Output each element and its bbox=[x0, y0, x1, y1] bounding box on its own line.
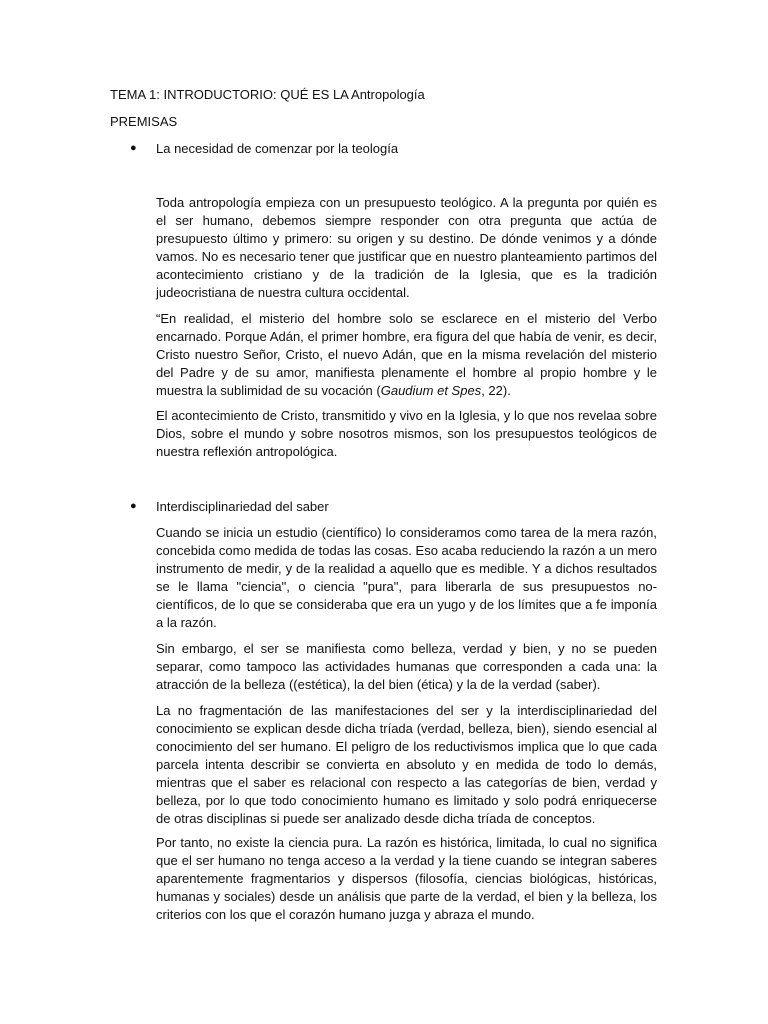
bullet-item-2 bbox=[130, 498, 329, 515]
paragraph-text: Por tanto, no existe la ciencia pura. La razón es histórica, limitada, lo cual no significa que el ser humano no tenga acceso a la verdad y la tiene cuando se integran saberes aparentemente fragmentarios y dispersos (filosofía, ciencias biológicas, históricas, humanas y sociales) desde un análisis que parte de la verdad, el bien y la belleza, los criterios con los que el corazón humano juzga y abraza el mundo. bbox=[156, 835, 657, 922]
bullet-heading: Interdisciplinariedad del saber bbox=[156, 499, 329, 514]
citation-tail: , 22). bbox=[481, 383, 511, 398]
paragraph bbox=[156, 194, 657, 302]
section-heading: PREMISAS bbox=[110, 114, 178, 129]
quote-paragraph bbox=[156, 310, 657, 400]
quote-text bbox=[156, 310, 657, 400]
quote-body: “En realidad, el misterio del hombre solo se esclarece en el misterio del Verbo encarnado. Porque Adán, el primer hombre, era figura del que había de venir, es decir, Cristo nuestro Señor, Cristo, el nuevo Adán, que en la misma revelación del misterio del Padre y de su amor, manifiesta plenamente el hombre al propio hombre y le muestra la sublimidad de su vocación ( bbox=[156, 311, 657, 398]
paragraph bbox=[156, 640, 657, 694]
bullet-icon: ● bbox=[130, 142, 137, 154]
bullet-icon: ● bbox=[130, 500, 137, 512]
document-title: TEMA 1: INTRODUCTORIO: QUÉ ES LA Antropología bbox=[110, 87, 425, 102]
paragraph-text: Cuando se inicia un estudio (científico) lo consideramos como tarea de la mera razón, concebida como medida de todas las cosas. Eso acaba reduciendo la razón a un mero instrumento de medir, y de la realidad a aquello que es medible. Y a dichos resultados se le llama "ciencia", o ciencia "pura", para liberarla de sus presupuestos no-científicos, de lo que se consideraba que era un yugo y de los límites que a fe imponía a la razón. bbox=[156, 525, 657, 630]
paragraph-text: El acontecimiento de Cristo, transmitido y vivo en la Iglesia, y lo que nos revelaa sobre Dios, sobre el mundo y sobre nosotros mismos, son los presupuestos teológicos de nuestra reflexión antropológica. bbox=[156, 408, 657, 459]
paragraph bbox=[156, 524, 657, 632]
bullet-heading: La necesidad de comenzar por la teología bbox=[156, 141, 399, 156]
bullet-item-1 bbox=[130, 140, 398, 157]
paragraph-text: Toda antropología empieza con un presupuesto teológico. A la pregunta por quién es el ser humano, debemos siempre responder con otra pregunta que actúa de presupuesto último y primero: su origen y su destino. De dónde venimos y a dónde vamos. No es necesario tener que justificar que en nuestro planteamiento partimos del acontecimiento cristiano y de la tradición de la Iglesia, que es la tradición judeocristiana de nuestra cultura occidental. bbox=[156, 195, 657, 300]
paragraph bbox=[156, 834, 657, 924]
paragraph-text: Sin embargo, el ser se manifiesta como belleza, verdad y bien, y no se pueden separar, como tampoco las actividades humanas que corresponden a cada una: la atracción de la belleza ((estética), la del bien (ética) y la de la verdad (saber). bbox=[156, 641, 657, 692]
paragraph-text: La no fragmentación de las manifestaciones del ser y la interdisciplinariedad del conocimiento se explican desde dicha tríada (verdad, belleza, bien), siendo esencial al conocimiento del ser humano. El peligro de los reductivismos implica que lo que cada parcela intenta describir se convierta en absoluto y en medida de todo lo demás, mientras que el saber es relacional con respecto a las categorías de bien, verdad y belleza, por lo que todo conocimiento humano es limitado y solo podrá enriquecerse de otras disciplinas si puede ser analizado desde dicha tríada de conceptos. bbox=[156, 703, 657, 826]
paragraph bbox=[156, 407, 657, 461]
citation-source: Gaudium et Spes bbox=[380, 383, 482, 398]
paragraph bbox=[156, 702, 657, 828]
